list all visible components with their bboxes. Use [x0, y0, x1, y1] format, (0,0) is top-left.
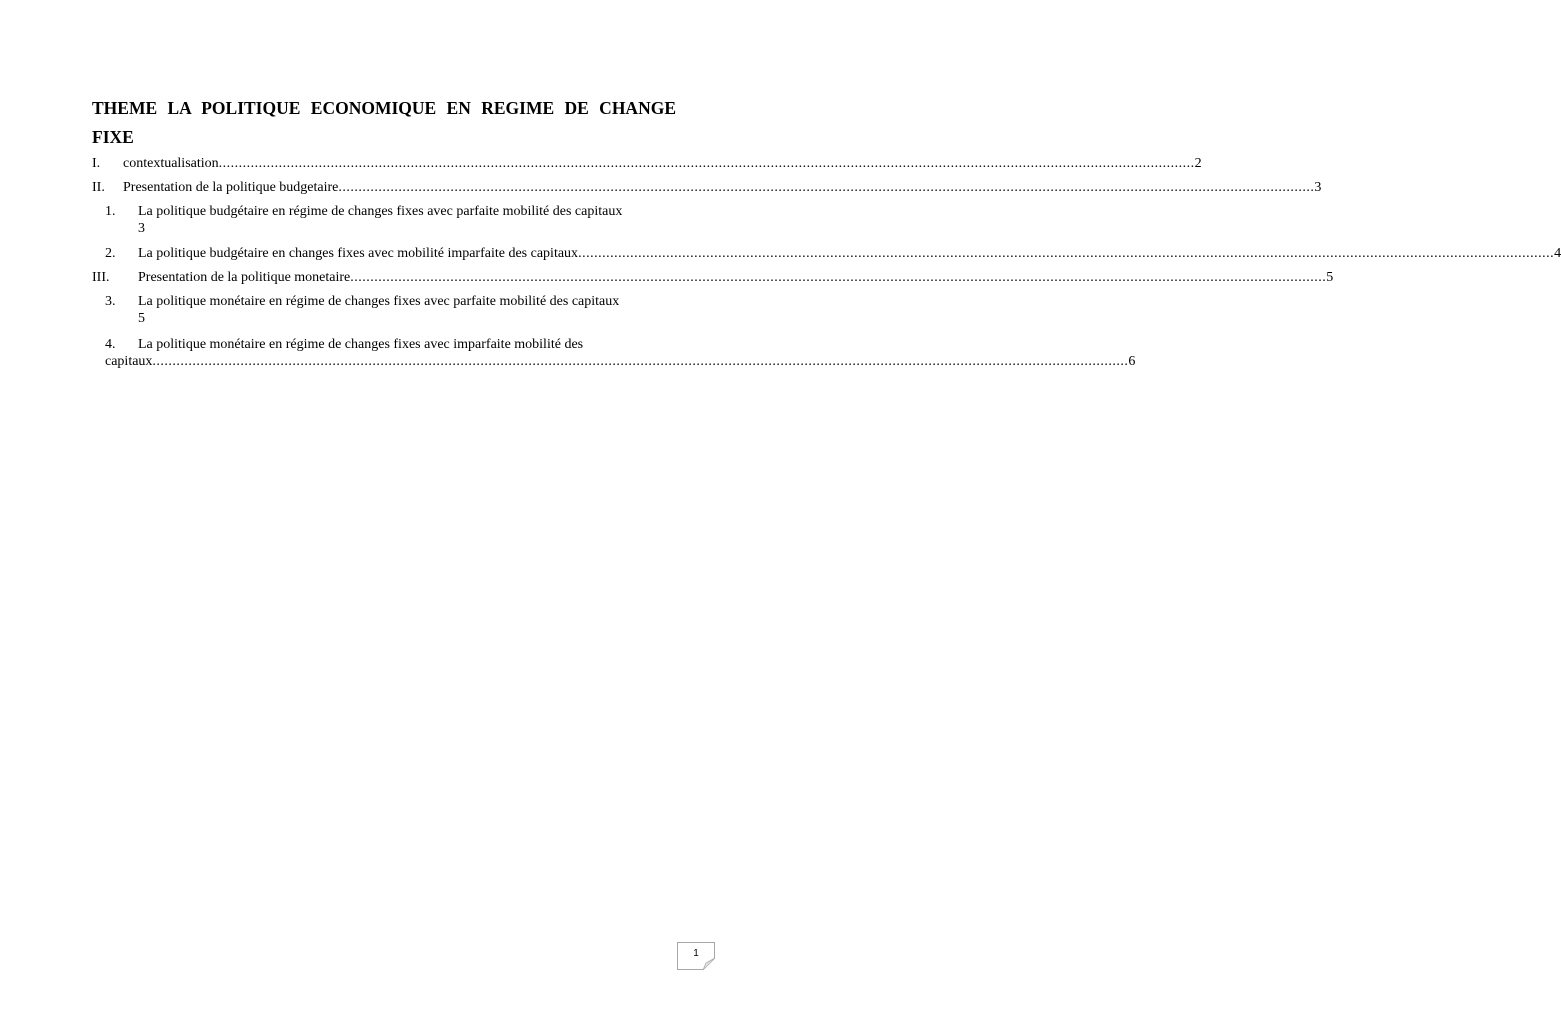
toc-entry-page: 6: [1128, 354, 1136, 369]
toc-entry-number: 4.: [105, 337, 116, 352]
page-curl-icon: [703, 958, 715, 970]
toc-entry-2[interactable]: [92, 179, 1322, 196]
toc-entry-title: La politique budgétaire en régime de changes fixes avec parfaite mobilité des capitaux: [138, 204, 623, 219]
toc-entry-page: 3: [138, 221, 145, 236]
toc-entry-number: III.: [92, 270, 110, 285]
toc-entry-1[interactable]: [92, 155, 1202, 172]
toc-entry-number: 2.: [105, 246, 116, 261]
toc-entry-page: 4: [1554, 246, 1561, 261]
toc-entry-title: contextualisation: [123, 156, 219, 171]
toc-entry-page: 2: [1194, 156, 1202, 171]
page-title: THEME LA POLITIQUE ECONOMIQUE EN REGIME DE CHANGE FIXE: [92, 97, 676, 147]
toc-entry-title-continued: capitaux: [105, 354, 153, 369]
toc-entry-3[interactable]: [105, 203, 676, 237]
toc-leader-dots: ....................................................................................................................................................................................................................................................: [338, 180, 1315, 195]
toc-leader-dots: ....................................................................................................................................................................................................................................................: [578, 246, 1555, 261]
toc-entry-title: La politique monétaire en régime de changes fixes avec imparfaite mobilité des: [138, 337, 584, 352]
toc-entry-number: I.: [92, 156, 101, 171]
toc-entry-page: 5: [138, 311, 145, 326]
toc-entry-page: 5: [1326, 270, 1334, 285]
toc-entry-4[interactable]: [105, 245, 1561, 262]
page-number: 1: [693, 948, 699, 959]
toc-entry-title: Presentation de la politique budgetaire: [123, 180, 339, 195]
toc-entry-number: 3.: [105, 294, 116, 309]
toc-leader-dots: ....................................................................................................................................................................................................................................................: [152, 354, 1129, 369]
toc-entry-number: II.: [92, 180, 105, 195]
toc-entry-title: La politique budgétaire en changes fixes avec mobilité imparfaite des capitaux: [138, 246, 579, 261]
toc-leader-dots: ....................................................................................................................................................................................................................................................: [350, 270, 1327, 285]
toc-leader-dots: ....................................................................................................................................................................................................................................................: [218, 156, 1195, 171]
toc-entry-5[interactable]: [92, 269, 1334, 286]
toc-entry-title: Presentation de la politique monetaire: [138, 270, 351, 285]
toc-entry-6[interactable]: [105, 293, 676, 327]
toc-entry-page: 3: [1314, 180, 1322, 195]
toc-entry-number: 1.: [105, 204, 116, 219]
toc-entry-title: La politique monétaire en régime de changes fixes avec parfaite mobilité des capitaux: [138, 294, 620, 309]
page-number-box: [677, 942, 715, 970]
toc-entry-7[interactable]: [105, 336, 1136, 370]
